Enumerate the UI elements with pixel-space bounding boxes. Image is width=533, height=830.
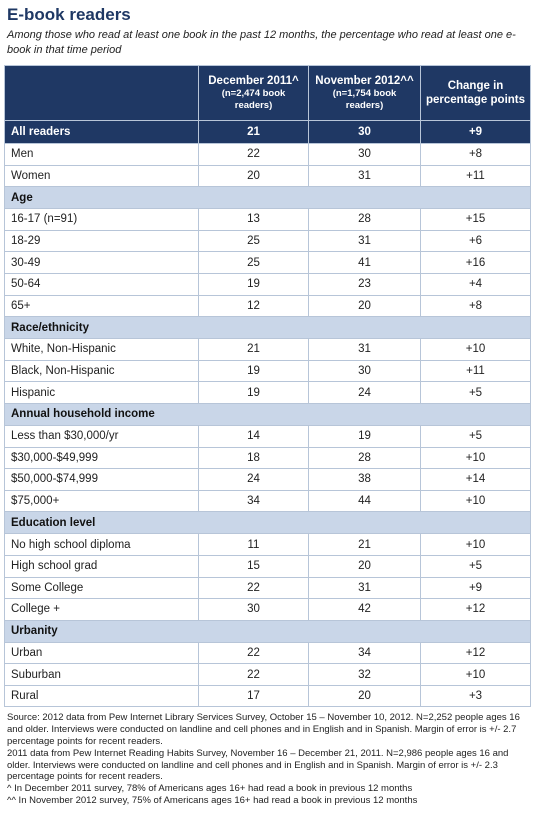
table-row [5,490,531,512]
cell-change: +10 [421,534,531,556]
cell-change: +11 [421,360,531,382]
table-header-row [5,66,531,121]
cell-nov-2012: 23 [309,273,421,295]
source-note: ^ In December 2011 survey, 78% of Americans ages 16+ had read a book in previous 12 months [7,783,413,795]
source-note: ^^ In November 2012 survey, 75% of Americans ages 16+ had read a book in previous 12 months [7,795,418,807]
table-row [5,382,531,404]
cell-nov-2012: 19 [309,425,421,447]
table-row [5,685,531,707]
cell-nov-2012: 32 [309,664,421,686]
row-label: High school grad [5,555,199,577]
table-row [5,339,531,361]
cell-nov-2012: 44 [309,490,421,512]
header-dec-2011 [199,66,309,121]
cell-dec-2011: 34 [199,490,309,512]
cell-dec-2011: 18 [199,447,309,469]
cell-dec-2011: 17 [199,685,309,707]
cell-change: +6 [421,230,531,252]
cell-nov-2012: 31 [309,339,421,361]
header-dec-2011-title: December 2011^ [208,75,299,87]
data-table [4,65,531,707]
table-row [5,360,531,382]
table-row [5,252,531,274]
section-header-row [5,187,531,209]
cell-change: +10 [421,447,531,469]
source-note: Source: 2012 data from Pew Internet Library Services Survey, October 15 – November 10, 2012. N=2,252 people ages 16 and older. Interviews were conducted on landline and cell phones and in English and in Spanish. Margin of error is +/- 2.7 percentage points for recent readers. [7,712,520,748]
header-nov-2012-sample: (n=1,754 book readers) [332,88,397,111]
total-row [5,121,531,144]
section-header-row [5,620,531,642]
cell-change: +14 [421,469,531,491]
table-row [5,534,531,556]
row-label: Urban [5,642,199,664]
table-row [5,295,531,317]
cell-dec-2011: 22 [199,144,309,166]
row-label: 16-17 (n=91) [5,209,199,231]
cell-change: +10 [421,664,531,686]
table-body [5,121,531,707]
cell-dec-2011: 15 [199,555,309,577]
row-label: Rural [5,685,199,707]
cell-change: +15 [421,209,531,231]
table-row [5,273,531,295]
cell-dec-2011: 24 [199,469,309,491]
cell-change: +9 [421,121,531,144]
cell-change: +3 [421,685,531,707]
cell-nov-2012: 28 [309,209,421,231]
row-label: Men [5,144,199,166]
cell-dec-2011: 25 [199,252,309,274]
table-row [5,209,531,231]
section-header-row [5,512,531,534]
cell-change: +10 [421,339,531,361]
row-label: No high school diploma [5,534,199,556]
table-row [5,642,531,664]
section-label: Race/ethnicity [5,317,531,339]
row-label: $50,000-$74,999 [5,469,199,491]
cell-change: +5 [421,382,531,404]
row-label: All readers [5,121,199,144]
table-row [5,447,531,469]
cell-nov-2012: 34 [309,642,421,664]
section-label: Annual household income [5,403,531,425]
table-row [5,230,531,252]
cell-dec-2011: 20 [199,165,309,187]
row-label: 30-49 [5,252,199,274]
section-header-row [5,317,531,339]
table-row [5,144,531,166]
header-nov-2012 [309,66,421,121]
cell-nov-2012: 31 [309,165,421,187]
cell-change: +12 [421,599,531,621]
cell-nov-2012: 38 [309,469,421,491]
source-notes [4,712,530,806]
row-label: $75,000+ [5,490,199,512]
row-label: Some College [5,577,199,599]
cell-nov-2012: 30 [309,121,421,144]
cell-nov-2012: 20 [309,555,421,577]
row-label: Hispanic [5,382,199,404]
cell-dec-2011: 30 [199,599,309,621]
cell-nov-2012: 42 [309,599,421,621]
cell-nov-2012: 30 [309,144,421,166]
cell-dec-2011: 21 [199,339,309,361]
cell-change: +9 [421,577,531,599]
chart-subtitle: Among those who read at least one book in the past 12 months, the percentage who read at least one e-book in that time period [7,29,516,56]
cell-change: +10 [421,490,531,512]
cell-nov-2012: 20 [309,685,421,707]
table-row [5,469,531,491]
table-row [5,555,531,577]
cell-change: +11 [421,165,531,187]
table-row [5,577,531,599]
cell-nov-2012: 24 [309,382,421,404]
cell-change: +12 [421,642,531,664]
cell-nov-2012: 31 [309,230,421,252]
cell-nov-2012: 31 [309,577,421,599]
cell-dec-2011: 11 [199,534,309,556]
row-label: Black, Non-Hispanic [5,360,199,382]
table-row [5,599,531,621]
cell-change: +5 [421,555,531,577]
cell-nov-2012: 41 [309,252,421,274]
cell-dec-2011: 13 [199,209,309,231]
row-label: Suburban [5,664,199,686]
cell-dec-2011: 19 [199,273,309,295]
cell-dec-2011: 14 [199,425,309,447]
cell-change: +8 [421,295,531,317]
cell-dec-2011: 22 [199,577,309,599]
row-label: College + [5,599,199,621]
cell-dec-2011: 12 [199,295,309,317]
cell-change: +8 [421,144,531,166]
table-row [5,425,531,447]
row-label: White, Non-Hispanic [5,339,199,361]
header-change: Change in percentage points [421,66,531,121]
cell-nov-2012: 30 [309,360,421,382]
cell-dec-2011: 21 [199,121,309,144]
cell-change: +5 [421,425,531,447]
chart-title: E-book readers [7,5,131,24]
header-category [5,66,199,121]
cell-nov-2012: 28 [309,447,421,469]
cell-dec-2011: 19 [199,360,309,382]
table-row [5,165,531,187]
row-label: $30,000-$49,999 [5,447,199,469]
cell-change: +16 [421,252,531,274]
section-label: Urbanity [5,620,531,642]
row-label: Less than $30,000/yr [5,425,199,447]
section-label: Education level [5,512,531,534]
row-label: 18-29 [5,230,199,252]
section-label: Age [5,187,531,209]
cell-change: +4 [421,273,531,295]
row-label: 65+ [5,295,199,317]
source-note: 2011 data from Pew Internet Reading Habits Survey, November 16 – December 21, 2011. N=2,986 people ages 16 and older. Interviews were conducted on landline and cell phones and in English and in Spanish. Margin of error is +/- 2.3 percentage points for recent readers. [7,747,509,783]
cell-nov-2012: 21 [309,534,421,556]
section-header-row [5,403,531,425]
cell-dec-2011: 19 [199,382,309,404]
header-dec-2011-sample: (n=2,474 book readers) [221,88,286,111]
table-row [5,664,531,686]
cell-dec-2011: 22 [199,642,309,664]
header-nov-2012-title: November 2012^^ [315,75,414,87]
cell-dec-2011: 22 [199,664,309,686]
cell-dec-2011: 25 [199,230,309,252]
row-label: Women [5,165,199,187]
chart-container [4,4,530,807]
row-label: 50-64 [5,273,199,295]
cell-nov-2012: 20 [309,295,421,317]
